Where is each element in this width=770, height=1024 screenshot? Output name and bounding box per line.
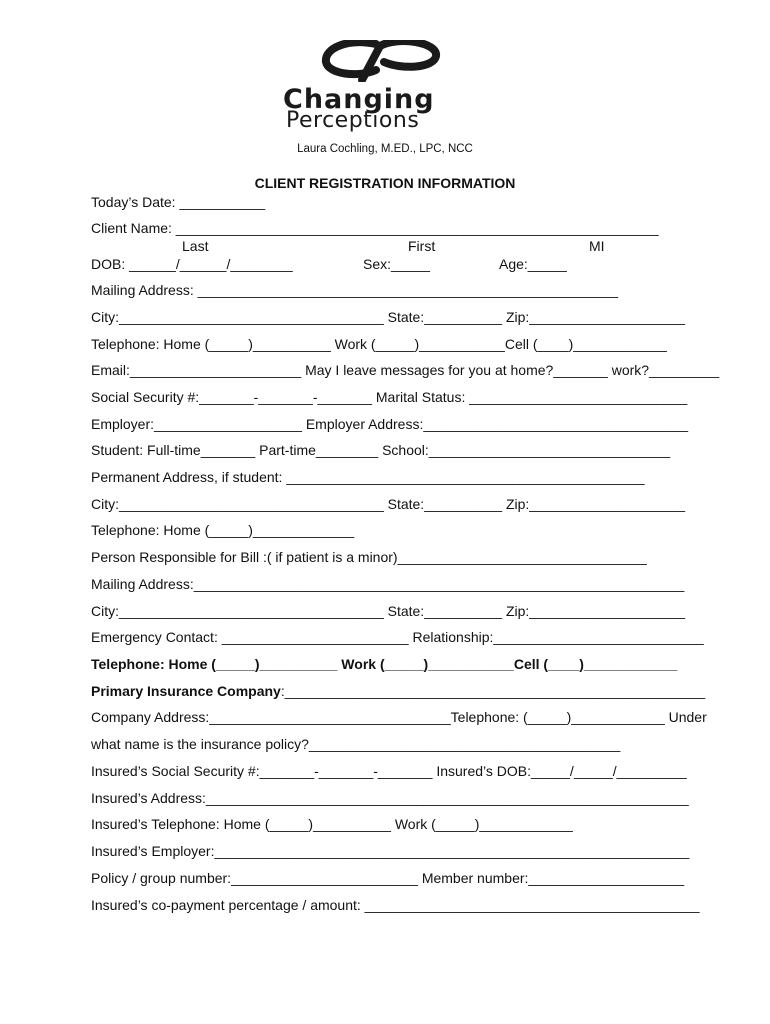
name-first-label: First (408, 238, 436, 254)
policy-group-member-field[interactable]: Policy / group number:________________________ Member number:____________________ (91, 870, 685, 886)
sex-field[interactable]: Sex:_____ (363, 256, 430, 272)
responsible-city-state-zip-field[interactable]: City:__________________________________ State:__________ Zip:____________________ (91, 603, 686, 619)
email-field[interactable]: Email:______________________ May I leave messages for you at home?_______ work?_________ (91, 362, 720, 378)
employer-field[interactable]: Employer:___________________ Employer Address:__________________________________ (91, 416, 689, 432)
city-state-zip-field[interactable]: City:__________________________________ State:__________ Zip:____________________ (91, 309, 686, 325)
cp-swirl-logo-mark (318, 40, 446, 82)
responsible-mailing-address-field[interactable]: Mailing Address:_______________________________________________________________ (91, 576, 685, 592)
dob-field[interactable]: DOB: ______/______/________ (91, 256, 293, 272)
telephone-field[interactable]: Telephone: Home (_____)__________ Work (_____)___________Cell (____)____________ (91, 336, 667, 352)
insured-employer-field[interactable]: Insured’s Employer:_____________________________________________________________ (91, 843, 690, 859)
form-title: CLIENT REGISTRATION INFORMATION (254, 175, 516, 191)
student-field[interactable]: Student: Full-time_______ Part-time________ School:_______________________________ (91, 442, 671, 458)
student-telephone-field[interactable]: Telephone: Home (_____)_____________ (91, 522, 355, 538)
logo-text-changing: Changing (283, 84, 435, 115)
policy-name-field[interactable]: what name is the insurance policy?________________________________________ (91, 736, 621, 752)
company-logo (280, 38, 480, 138)
age-field[interactable]: Age:_____ (499, 256, 567, 272)
mailing-address-field[interactable]: Mailing Address: ______________________________________________________ (91, 282, 619, 298)
name-mi-label: MI (589, 238, 605, 254)
name-last-label: Last (182, 238, 209, 254)
primary-insurance-field[interactable] (91, 683, 705, 699)
practitioner-name: Laura Cochling, M.ED., LPC, NCC (297, 143, 473, 155)
insured-address-field[interactable]: Insured’s Address:______________________________________________________________ (91, 790, 689, 806)
company-address-field[interactable]: Company Address:_______________________________Telephone: (_____)____________ Under (91, 709, 707, 725)
primary-insurance-label: Primary Insurance Company (91, 683, 281, 699)
insured-ss-dob-field[interactable]: Insured’s Social Security #:_______-_______-_______ Insured’s DOB:_____/_____/_________ (91, 763, 687, 779)
primary-insurance-blank[interactable]: :______________________________________________________ (280, 683, 706, 699)
emergency-telephone-field[interactable]: Telephone: Home (_____)__________ Work (_____)___________Cell (____)____________ (91, 656, 678, 672)
logo-text-perceptions: Perceptions (286, 108, 420, 133)
insured-telephone-field[interactable]: Insured’s Telephone: Home (_____)__________ Work (_____)____________ (91, 816, 573, 832)
permanent-address-field[interactable]: Permanent Address, if student: ______________________________________________ (91, 469, 645, 485)
emergency-contact-field[interactable]: Emergency Contact: ________________________ Relationship:___________________________ (91, 629, 704, 645)
copayment-field[interactable]: Insured’s co-payment percentage / amount: ___________________________________________ (91, 897, 700, 913)
todays-date-field[interactable]: Today’s Date: ___________ (91, 194, 266, 210)
person-responsible-field[interactable]: Person Responsible for Bill :( if patient is a minor)________________________________ (91, 549, 647, 565)
student-city-state-zip-field[interactable]: City:__________________________________ State:__________ Zip:____________________ (91, 496, 686, 512)
client-name-field[interactable]: Client Name: ______________________________________________________________ (91, 220, 659, 236)
social-security-field[interactable]: Social Security #:_______-_______-_______ Marital Status: ____________________________ (91, 389, 688, 405)
